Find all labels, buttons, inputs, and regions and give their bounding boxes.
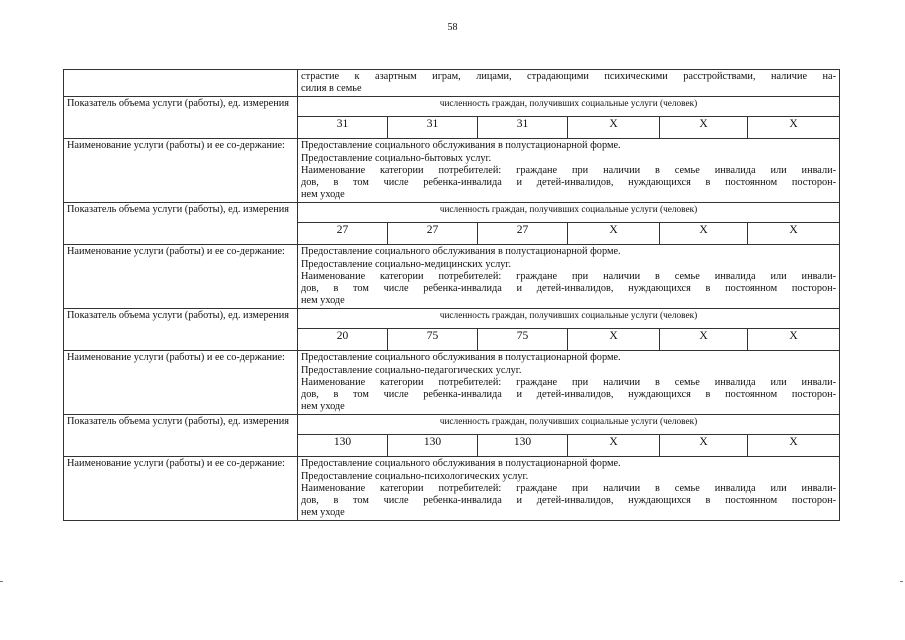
indicator-row <box>64 97 840 117</box>
service-label: Наименование услуги (работы) и ее со-держание: <box>64 139 298 203</box>
service-line: Наименование категории потребителей: граждане при наличии в семье инвалида или инвали- <box>301 376 837 388</box>
value-cell: X <box>660 435 748 457</box>
indicator-label: Показатель объема услуги (работы), ед. измерения <box>64 309 298 351</box>
value-cell: 75 <box>388 329 478 351</box>
service-line: Предоставление социально-психологических услуг. <box>301 470 529 482</box>
service-line: Предоставление социально-бытовых услуг. <box>301 152 492 164</box>
metric-label: численность граждан, получивших социальные услуги (человек) <box>298 203 840 223</box>
value-cell: 130 <box>388 435 478 457</box>
value-cell: X <box>568 435 660 457</box>
service-line: Наименование категории потребителей: граждане при наличии в семье инвалида или инвали- <box>301 482 837 494</box>
value-cell: 20 <box>298 329 388 351</box>
service-line: нем уходе <box>301 401 345 413</box>
intro-text-cell <box>298 70 840 97</box>
value-cell: X <box>748 117 840 139</box>
indicator-row <box>64 415 840 435</box>
intro-line: страстие к азартным играм, лицами, страдающими психическими расстройствами, наличие на- <box>301 71 837 82</box>
service-description <box>298 457 840 521</box>
value-cell: X <box>748 223 840 245</box>
value-cell: 27 <box>388 223 478 245</box>
service-description <box>298 139 840 203</box>
service-line: Предоставление социально-медицинских услуг. <box>301 258 512 270</box>
service-row <box>64 245 840 309</box>
service-line: Наименование категории потребителей: граждане при наличии в семье инвалида или инвали- <box>301 164 837 176</box>
service-description <box>298 245 840 309</box>
value-cell: X <box>568 329 660 351</box>
value-cell: 130 <box>478 435 568 457</box>
intro-label-cell <box>64 70 298 97</box>
services-table-body <box>64 70 840 521</box>
service-row <box>64 139 840 203</box>
value-cell: X <box>660 223 748 245</box>
service-line: Предоставление социального обслуживания в полустационарной форме. <box>301 140 621 152</box>
services-table <box>63 69 840 521</box>
service-line: нем уходе <box>301 295 345 307</box>
indicator-label: Показатель объема услуги (работы), ед. измерения <box>64 415 298 457</box>
value-cell: X <box>568 117 660 139</box>
service-label: Наименование услуги (работы) и ее со-держание: <box>64 245 298 309</box>
service-line: нем уходе <box>301 507 345 519</box>
service-line: Предоставление социально-педагогических услуг. <box>301 364 522 376</box>
service-line: Предоставление социального обслуживания в полустационарной форме. <box>301 246 621 258</box>
indicator-row <box>64 203 840 223</box>
metric-label: численность граждан, получивших социальные услуги (человек) <box>298 309 840 329</box>
scan-mark <box>900 581 903 582</box>
service-description <box>298 351 840 415</box>
value-cell: 27 <box>298 223 388 245</box>
value-cell: X <box>748 329 840 351</box>
service-line: дов, в том числе ребенка-инвалида и детей-инвалидов, нуждающихся в постоянном посторон- <box>301 283 837 295</box>
service-line: дов, в том числе ребенка-инвалида и детей-инвалидов, нуждающихся в постоянном посторон- <box>301 495 837 507</box>
service-label: Наименование услуги (работы) и ее со-держание: <box>64 351 298 415</box>
intro-line: силия в семье <box>301 83 362 95</box>
metric-label: численность граждан, получивших социальные услуги (человек) <box>298 97 840 117</box>
service-line: Предоставление социального обслуживания в полустационарной форме. <box>301 458 621 470</box>
page-number: 58 <box>447 22 458 33</box>
intro-row <box>64 70 840 97</box>
value-cell: X <box>660 117 748 139</box>
value-cell: X <box>660 329 748 351</box>
scan-mark <box>0 581 3 582</box>
value-cell: 31 <box>478 117 568 139</box>
service-line: Наименование категории потребителей: граждане при наличии в семье инвалида или инвали- <box>301 270 837 282</box>
value-cell: X <box>748 435 840 457</box>
value-cell: 31 <box>298 117 388 139</box>
indicator-label: Показатель объема услуги (работы), ед. измерения <box>64 97 298 139</box>
value-cell: X <box>568 223 660 245</box>
indicator-label: Показатель объема услуги (работы), ед. измерения <box>64 203 298 245</box>
service-line: Предоставление социального обслуживания в полустационарной форме. <box>301 352 621 364</box>
service-line: дов, в том числе ребенка-инвалида и детей-инвалидов, нуждающихся в постоянном посторон- <box>301 389 837 401</box>
service-line: дов, в том числе ребенка-инвалида и детей-инвалидов, нуждающихся в постоянном посторон- <box>301 177 837 189</box>
value-cell: 31 <box>388 117 478 139</box>
service-label: Наименование услуги (работы) и ее со-держание: <box>64 457 298 521</box>
service-row <box>64 351 840 415</box>
value-cell: 130 <box>298 435 388 457</box>
indicator-row <box>64 309 840 329</box>
service-line: нем уходе <box>301 189 345 201</box>
service-row <box>64 457 840 521</box>
value-cell: 27 <box>478 223 568 245</box>
value-cell: 75 <box>478 329 568 351</box>
metric-label: численность граждан, получивших социальные услуги (человек) <box>298 415 840 435</box>
